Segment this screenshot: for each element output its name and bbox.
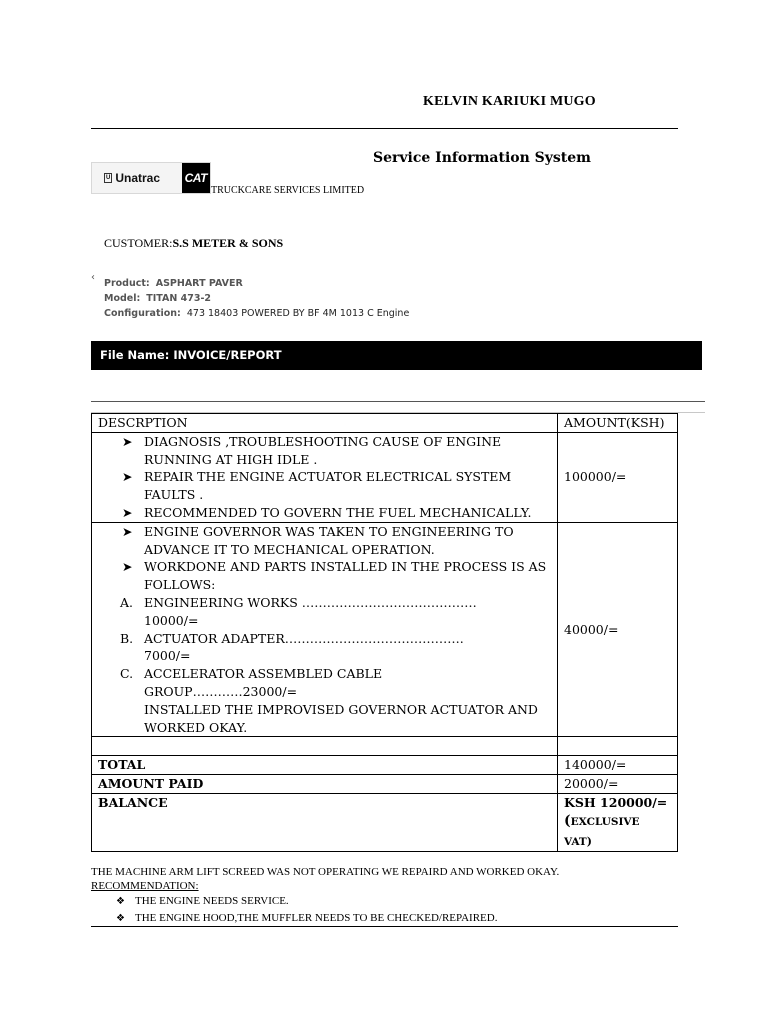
spacer-cell — [92, 737, 558, 756]
recommendation-heading: RECOMMENDATION: — [91, 880, 199, 892]
row2-amount: 40000/= — [558, 522, 678, 737]
cat-logo: CAT — [182, 163, 210, 193]
diamond-bullet-icon: ❖ — [116, 913, 125, 924]
diamond-bullet-icon: ❖ — [116, 896, 125, 907]
unatrac-logo-text: Unatrac — [115, 171, 161, 185]
row2-description — [92, 522, 558, 737]
top-divider — [91, 128, 678, 129]
balance-row — [92, 793, 678, 851]
header-description: DESCRPTION — [92, 414, 558, 433]
product-label: Product: — [104, 278, 150, 289]
balance-label: BALANCE — [92, 793, 558, 851]
table-row — [92, 432, 678, 522]
row1-description — [92, 432, 558, 522]
list-item: ➤ DIAGNOSIS ,TROUBLESHOOTING CAUSE OF ENGINE RUNNING AT HIGH IDLE . — [122, 433, 502, 467]
configuration-row — [104, 308, 409, 319]
author-name: KELVIN KARIUKI MUGO — [423, 94, 596, 109]
section-divider — [91, 401, 705, 402]
configuration-label: Configuration: — [104, 308, 181, 319]
product-value: ASPHART PAVER — [155, 278, 243, 289]
customer-value: S.S METER & SONS — [172, 236, 284, 250]
customer-line — [104, 236, 283, 251]
paid-value: 20000/= — [558, 775, 678, 794]
invoice-table — [91, 413, 678, 852]
model-label: Model: — [104, 293, 141, 304]
product-row — [104, 278, 243, 289]
lettered-item: C. ACCELERATOR ASSEMBLED CABLE GROUP…………23000/= — [120, 666, 383, 699]
lettered-item: B. ACTUATOR ADAPTER……………………………………. 7000/= — [120, 630, 464, 664]
balance-value-cell — [558, 793, 678, 851]
row1-amount: 100000/= — [558, 432, 678, 522]
paid-label: AMOUNT PAID — [92, 775, 558, 794]
customer-label: CUSTOMER: — [104, 236, 173, 250]
total-value: 140000/= — [558, 756, 678, 775]
recommendation-item: ❖ THE ENGINE HOOD,THE MUFFLER NEEDS TO BE CHECKED/REPAIRED. — [116, 912, 498, 924]
list-item: ➤ ENGINE GOVERNOR WAS TAKEN TO ENGINEERING TO ADVANCE IT TO MECHANICAL OPERATION. — [122, 523, 514, 557]
table-row — [92, 522, 678, 737]
model-value: TITAN 473-2 — [146, 293, 212, 304]
arrow-bullet-icon: ➤ — [122, 504, 133, 520]
recommendation-item: ❖ THE ENGINE NEEDS SERVICE. — [116, 895, 289, 907]
list-item: ➤ WORKDONE AND PARTS INSTALLED IN THE PROCESS IS AS FOLLOWS: — [122, 559, 547, 593]
chevron-left-icon[interactable]: ‹ — [91, 272, 95, 283]
arrow-bullet-icon: ➤ — [122, 469, 133, 485]
list-item: ➤ REPAIR THE ENGINE ACTUATOR ELECTRICAL SYSTEM FAULTS . — [122, 469, 512, 503]
total-label: TOTAL — [92, 756, 558, 775]
spacer-row — [92, 737, 678, 756]
system-title: Service Information System — [373, 150, 591, 166]
company-name: TRUCKCARE SERVICES LIMITED — [211, 185, 365, 196]
bottom-divider — [91, 926, 678, 927]
balance-value: KSH 120000/= — [564, 794, 668, 810]
unatrac-logo — [92, 163, 182, 193]
arrow-bullet-icon: ➤ — [122, 523, 133, 539]
table-header-row — [92, 414, 678, 433]
balance-note: (EXCLUSIVE VAT) — [564, 812, 640, 848]
spacer-cell — [558, 737, 678, 756]
arrow-bullet-icon: ➤ — [122, 559, 133, 575]
company-logo — [91, 162, 211, 194]
unatrac-mark-icon: U — [106, 175, 111, 181]
model-row — [104, 293, 211, 304]
list-item: ➤ RECOMMENDED TO GOVERN THE FUEL MECHANICALLY. — [122, 504, 532, 520]
lettered-item: A. ENGINEERING WORKS …………………………………… 10000/= — [120, 594, 477, 628]
configuration-value: 473 18403 POWERED BY BF 4M 1013 C Engine — [186, 308, 410, 319]
paid-row — [92, 775, 678, 794]
file-name-bar: File Name: INVOICE/REPORT — [91, 341, 702, 370]
closing-note: INSTALLED THE IMPROVISED GOVERNOR ACTUATOR AND WORKED OKAY. — [144, 701, 538, 735]
repair-note: THE MACHINE ARM LIFT SCREED WAS NOT OPERATING WE REPAIRD AND WORKED OKAY. — [91, 866, 560, 878]
arrow-bullet-icon: ➤ — [122, 433, 133, 449]
total-row — [92, 756, 678, 775]
header-amount: AMOUNT(KSH) — [558, 414, 678, 433]
